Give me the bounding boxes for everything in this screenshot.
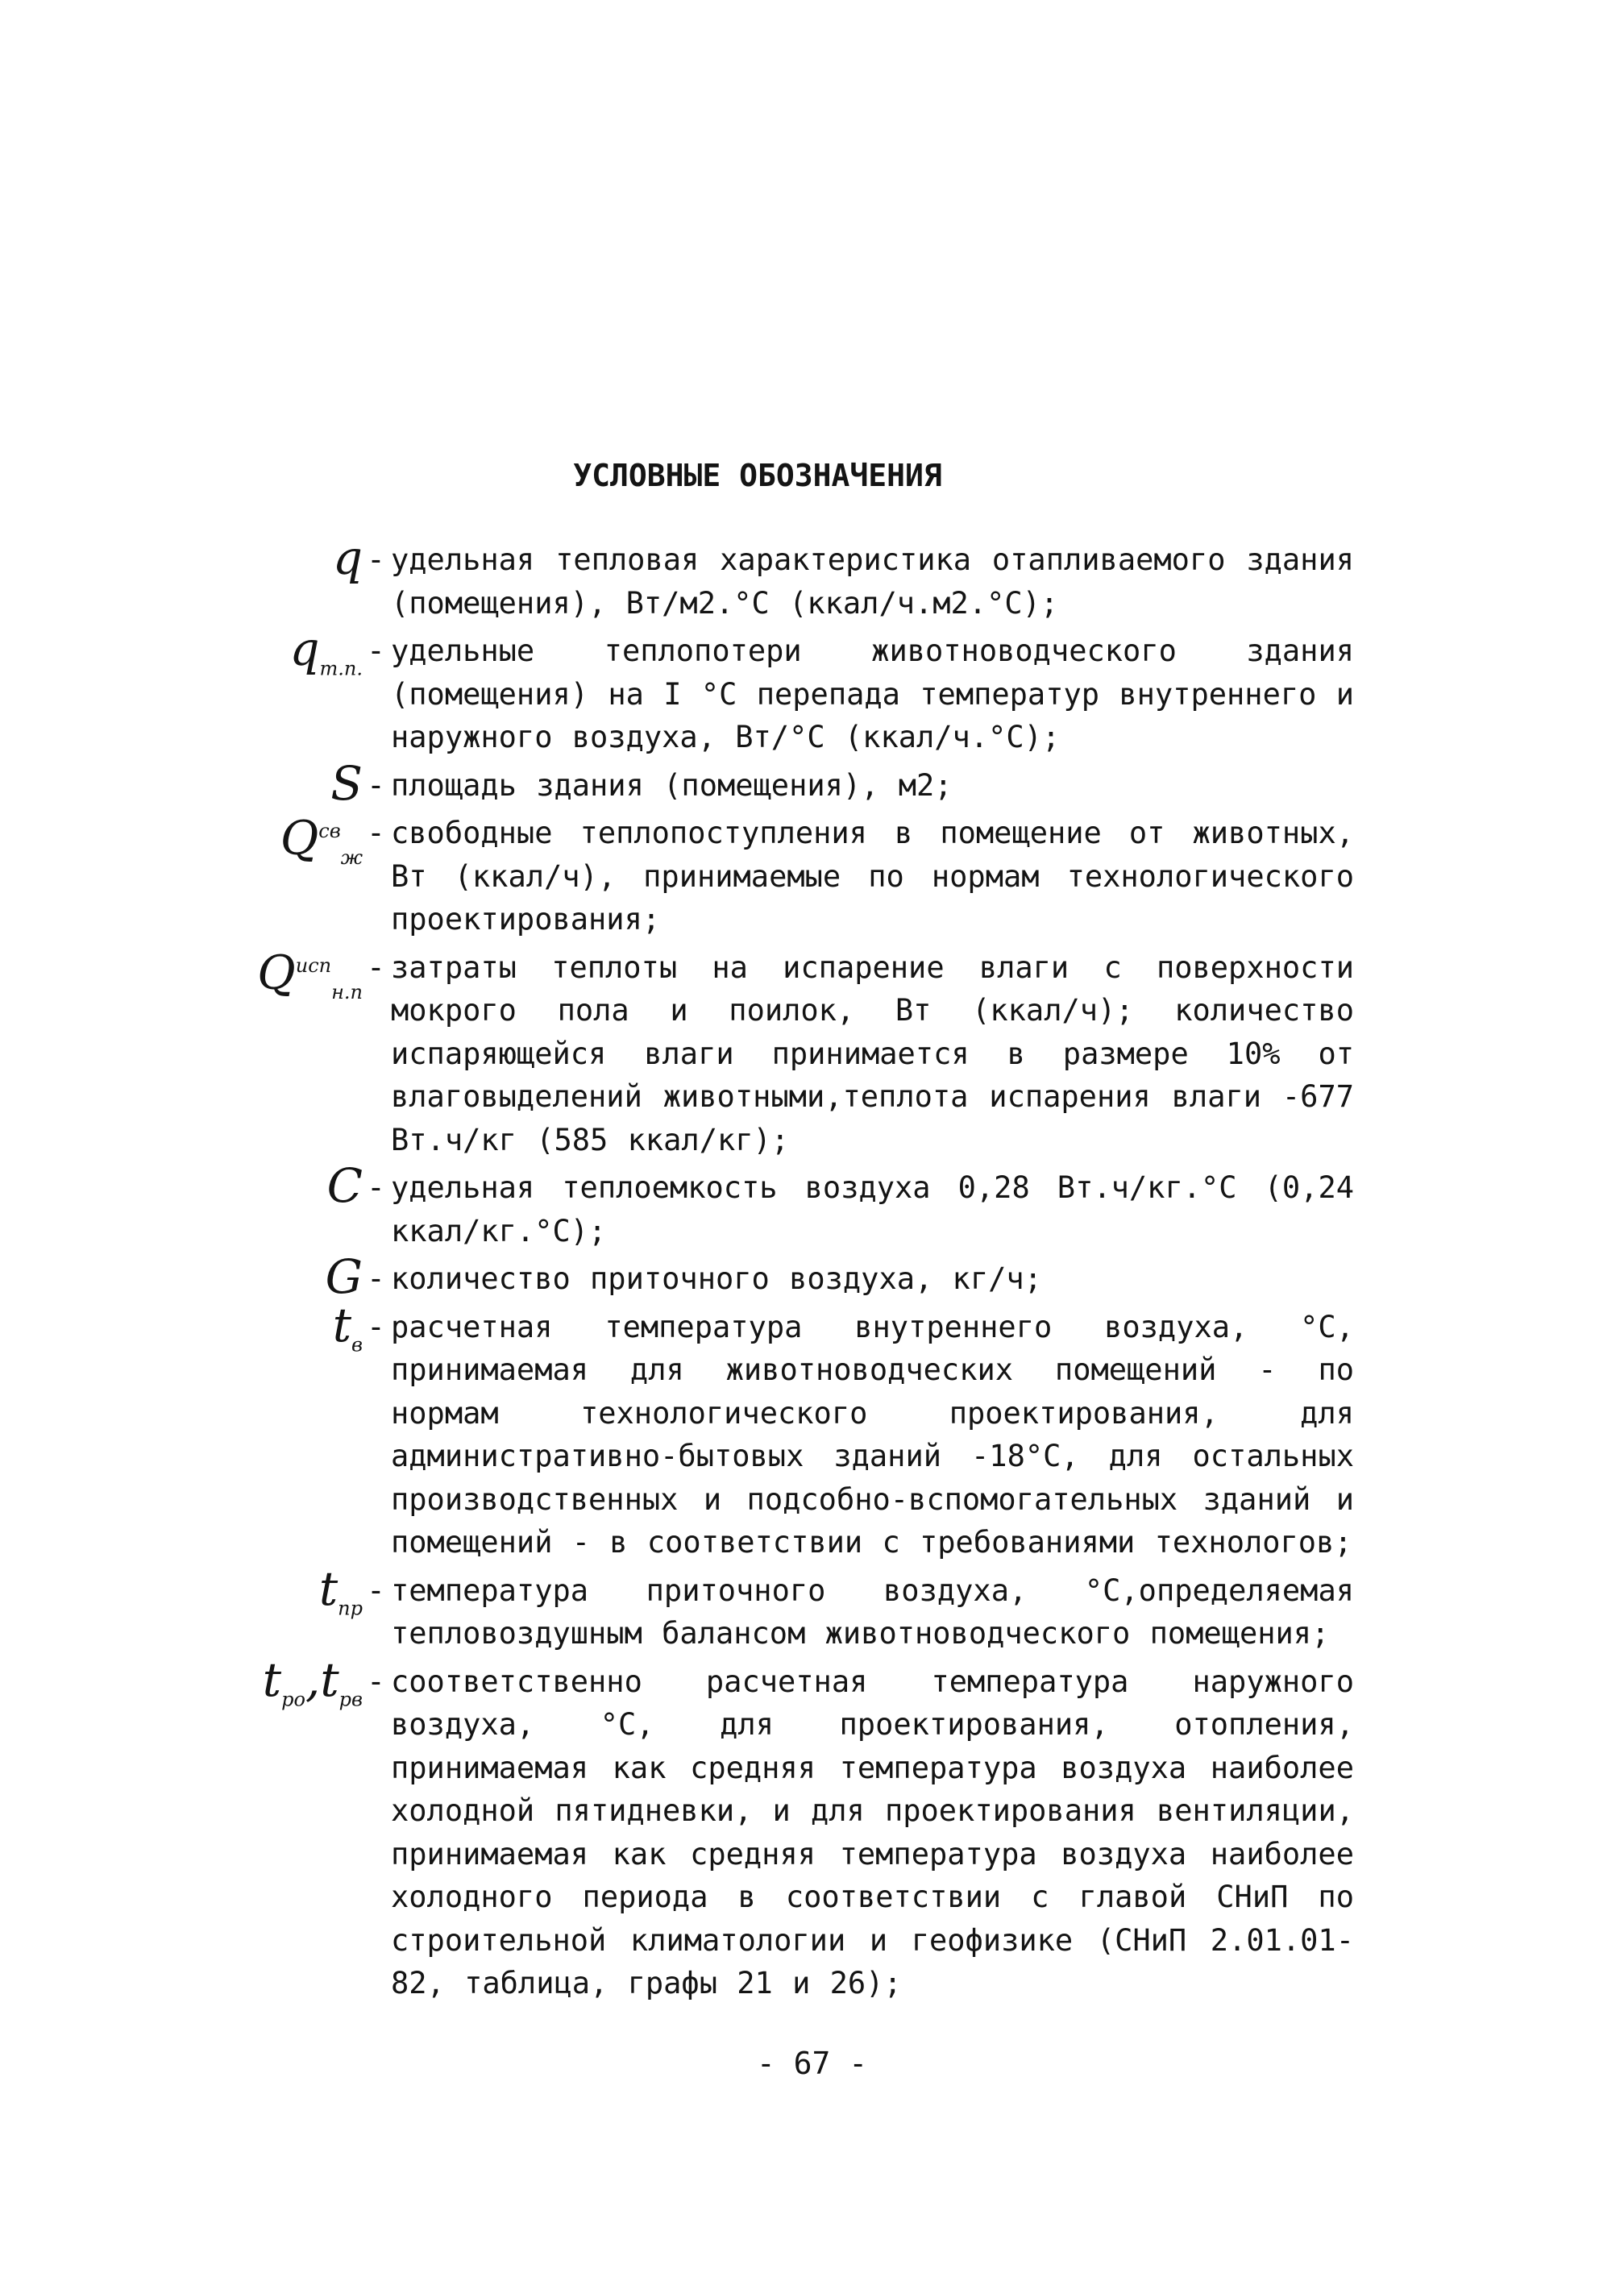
definition: расчетная температура внутреннего воздуха, °С, принимаемая для животноводческих помещений - по нормам технологического проектирования, для административно-бытовых зданий -18°С, для остальных производственных и подсобно-вспомогательных зданий и помещений - в соответствии с требованиями технологов; xyxy=(391,1309,1354,1560)
symbol: $q_{т.п.}$ xyxy=(289,621,363,680)
dash: - xyxy=(367,542,385,577)
symbol: $t_{ро},t_{рв}$ xyxy=(262,1651,363,1711)
symbol-list xyxy=(242,530,1354,2010)
page-number: - 67 - xyxy=(756,2046,868,2081)
list-item xyxy=(242,946,1354,1162)
symbol: S xyxy=(330,755,363,811)
definition: количество приточного воздуха, кг/ч; xyxy=(391,1261,1042,1296)
dash: - xyxy=(367,1572,385,1608)
list-item xyxy=(242,1651,1354,2005)
definition: удельные теплопотери животноводческого здания (помещения) на I °С перепада температур внутреннего и наружного воздуха, Вт/°С (ккал/ч.°С); xyxy=(391,634,1354,754)
symbol: $t_{пр}$ xyxy=(318,1560,363,1620)
dash: - xyxy=(367,1170,385,1205)
dash: - xyxy=(367,1308,385,1344)
symbol: $Q^{св}_ж$ xyxy=(280,810,363,869)
definition: свободные теплопоступления в помещение от животных, Вт (ккал/ч), принимаемые по нормам технологического проектирования; xyxy=(391,816,1354,937)
list-item xyxy=(242,621,1354,759)
page-title: УСЛОВНЫЕ ОБОЗНАЧЕНИЯ xyxy=(573,458,942,493)
list-item xyxy=(242,812,1354,941)
dash: - xyxy=(367,1663,385,1699)
symbol: G xyxy=(325,1249,363,1304)
dash: - xyxy=(367,949,385,985)
symbol: q xyxy=(332,530,363,585)
list-item xyxy=(242,755,1354,811)
list-item xyxy=(242,1297,1354,1564)
list-item xyxy=(242,1249,1354,1304)
symbol: $t_в$ xyxy=(332,1297,363,1356)
definition: соответственно расчетная температура наружного воздуха, °С, для проектирования, отопления, принимаемая как средняя температура воздуха наиболее холодной пятидневки, и для проектирования вентиляции, принимаемая как средняя температура воздуха наиболее холодного периода в соответствии с главой СНиП по строительной климатологии и геофизике (СНиП 2.01.01-82, таблица, графы 21 и 26); xyxy=(391,1664,1354,2000)
definition: температура приточного воздуха, °С,определяемая тепловоздушным балансом животноводческого помещения; xyxy=(391,1572,1354,1651)
symbol: $Q^{исп}_{н.п}$ xyxy=(257,944,363,1003)
dash: - xyxy=(367,1261,385,1296)
definition: удельная теплоемкость воздуха 0,28 Вт.ч/кг.°С (0,24 ккал/кг.°С); xyxy=(391,1170,1354,1248)
dash: - xyxy=(367,767,385,803)
definition: удельная тепловая характеристика отапливаемого здания (помещения), Вт/м2.°С (ккал/ч.м2.°С); xyxy=(391,542,1354,621)
list-item xyxy=(242,530,1354,625)
definition: площадь здания (помещения), м2; xyxy=(391,767,953,803)
dash: - xyxy=(367,815,385,850)
definition: затраты теплоты на испарение влаги с поверхности мокрого пола и поилок, Вт (ккал/ч); количество испаряющейся влаги принимается в размере 10% от влаговыделений животными,теплота испарения влаги -677 Вт.ч/кг (585 ккал/кг); xyxy=(391,949,1354,1157)
dash: - xyxy=(367,633,385,668)
list-item xyxy=(242,1158,1354,1253)
list-item xyxy=(242,1560,1354,1656)
symbol: C xyxy=(326,1158,363,1213)
